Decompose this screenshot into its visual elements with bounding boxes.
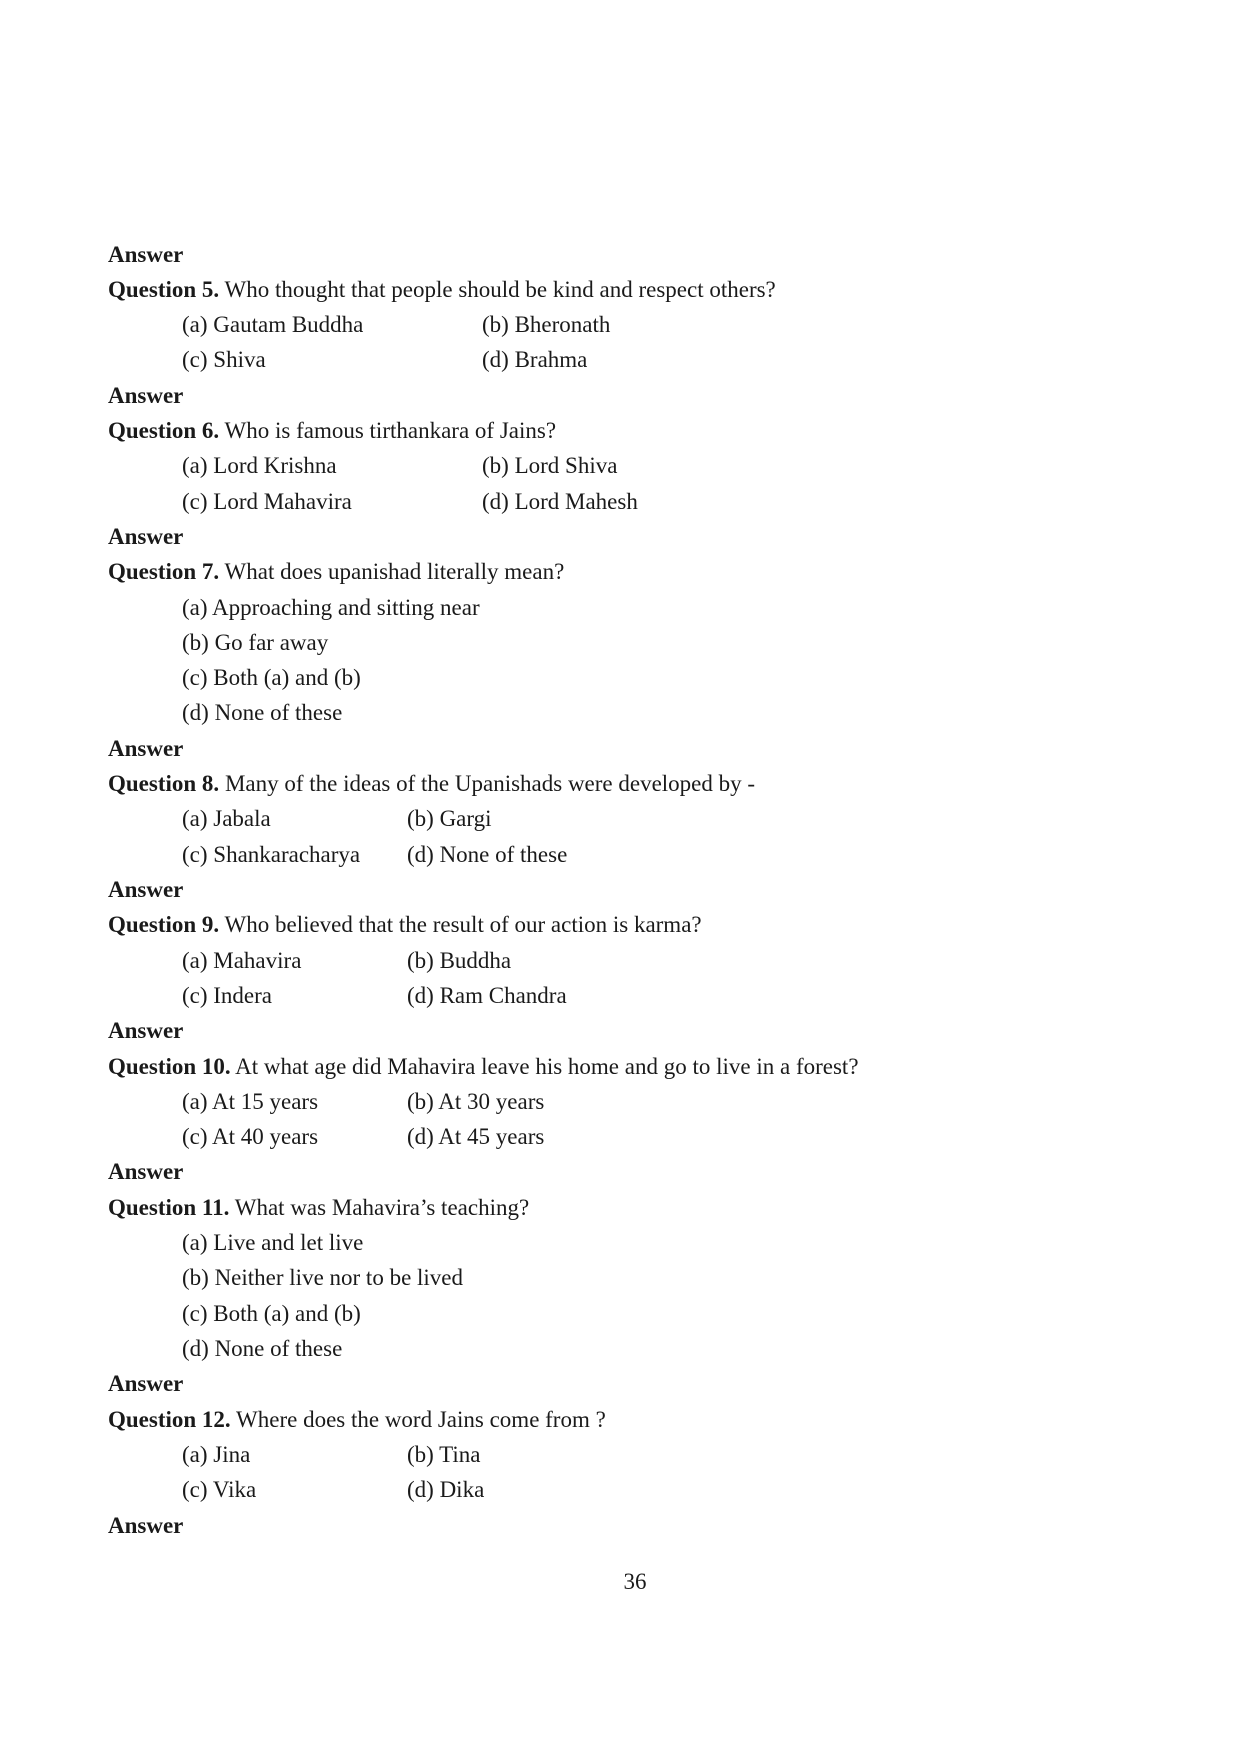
answer-label: Answer <box>108 877 184 902</box>
question-text: Who believed that the result of our action is karma? <box>224 912 702 937</box>
option-d: (d) None of these <box>182 1336 343 1361</box>
option-a: (a) Gautam Buddha <box>182 312 364 337</box>
question-11 <box>108 1193 529 1223</box>
option-b: (b) Neither live nor to be lived <box>182 1265 464 1290</box>
question-label: Question 6. <box>108 418 220 443</box>
question-text: Who thought that people should be kind and respect others? <box>224 277 776 302</box>
option-d: (d) Ram Chandra <box>407 983 567 1008</box>
option-c: (c) Lord Mahavira <box>182 489 352 514</box>
option-a: (a) At 15 years <box>182 1089 319 1114</box>
question-label: Question 10. <box>108 1054 231 1079</box>
question-5 <box>108 275 776 305</box>
question-label: Question 9. <box>108 912 220 937</box>
option-d: (d) Brahma <box>482 347 588 372</box>
option-a: (a) Live and let live <box>182 1230 364 1255</box>
question-text: Many of the ideas of the Upanishads were developed by - <box>224 771 756 796</box>
answer-label: Answer <box>108 736 184 761</box>
option-b: (b) Gargi <box>407 806 492 831</box>
question-text: Where does the word Jains come from ? <box>236 1407 606 1432</box>
question-label: Question 8. <box>108 771 220 796</box>
question-text: Who is famous tirthankara of Jains? <box>224 418 557 443</box>
question-label: Question 12. <box>108 1407 231 1432</box>
question-12 <box>108 1405 606 1435</box>
option-a: (a) Lord Krishna <box>182 453 337 478</box>
question-7 <box>108 557 564 587</box>
option-d: (d) None of these <box>182 700 343 725</box>
option-a: (a) Mahavira <box>182 948 302 973</box>
question-text: At what age did Mahavira leave his home and go to live in a forest? <box>235 1054 859 1079</box>
option-c: (c) Shankaracharya <box>182 842 361 867</box>
option-d: (d) At 45 years <box>407 1124 545 1149</box>
option-d: (d) Lord Mahesh <box>482 489 638 514</box>
option-b: (b) Tina <box>407 1442 481 1467</box>
answer-label: Answer <box>108 242 184 267</box>
option-c: (c) At 40 years <box>182 1124 319 1149</box>
option-d: (d) None of these <box>407 842 568 867</box>
answer-label: Answer <box>108 1018 184 1043</box>
question-10 <box>108 1052 859 1082</box>
option-c: (c) Both (a) and (b) <box>182 1301 361 1326</box>
option-c: (c) Indera <box>182 983 273 1008</box>
answer-label: Answer <box>108 1513 184 1538</box>
question-label: Question 7. <box>108 559 220 584</box>
answer-label: Answer <box>108 1371 184 1396</box>
option-b: (b) Bheronath <box>482 312 611 337</box>
option-a: (a) Approaching and sitting near <box>182 595 480 620</box>
option-c: (c) Vika <box>182 1477 257 1502</box>
option-a: (a) Jabala <box>182 806 271 831</box>
option-b: (b) Go far away <box>182 630 329 655</box>
question-6 <box>108 416 556 446</box>
option-c: (c) Both (a) and (b) <box>182 665 361 690</box>
answer-label: Answer <box>108 383 184 408</box>
question-8 <box>108 769 755 799</box>
option-b: (b) Buddha <box>407 948 512 973</box>
option-b: (b) At 30 years <box>407 1089 545 1114</box>
option-b: (b) Lord Shiva <box>482 453 618 478</box>
answer-label: Answer <box>108 524 184 549</box>
question-9 <box>108 910 702 940</box>
question-label: Question 5. <box>108 277 220 302</box>
page-number: 36 <box>623 1569 647 1594</box>
option-d: (d) Dika <box>407 1477 485 1502</box>
question-label: Question 11. <box>108 1195 230 1220</box>
option-a: (a) Jina <box>182 1442 251 1467</box>
question-text: What was Mahavira’s teaching? <box>234 1195 530 1220</box>
option-c: (c) Shiva <box>182 347 266 372</box>
answer-label: Answer <box>108 1159 184 1184</box>
question-text: What does upanishad literally mean? <box>224 559 565 584</box>
